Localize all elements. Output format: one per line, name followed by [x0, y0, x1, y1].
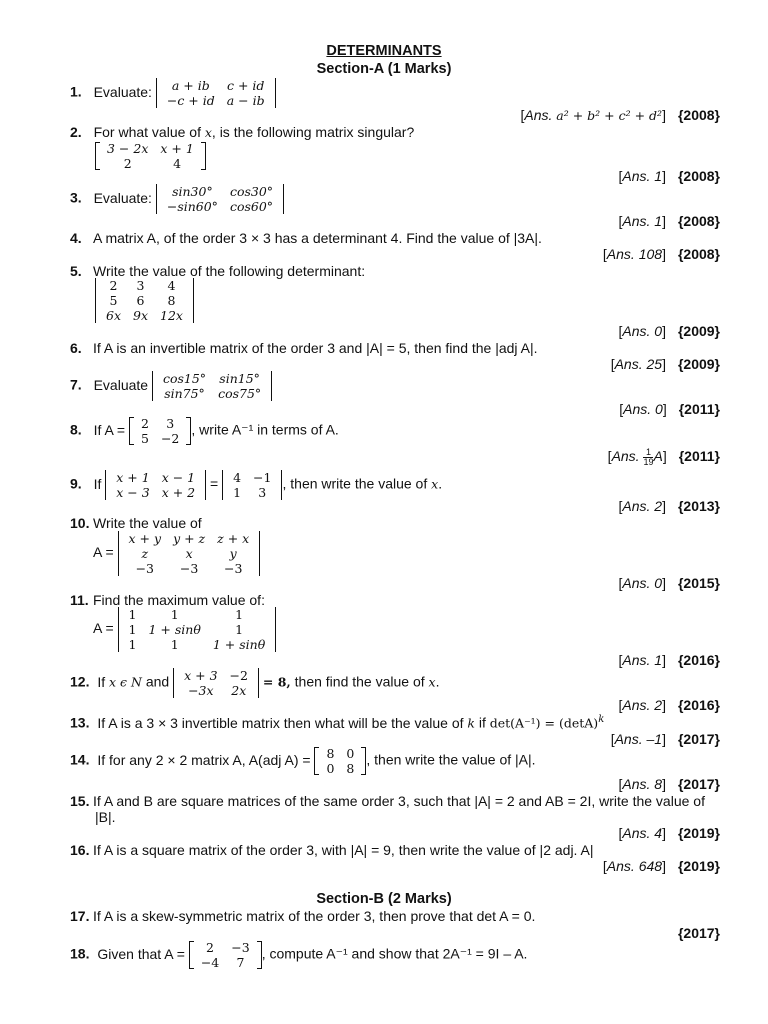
question-13: 13. If A is a 3 × 3 invertible matrix then what will be the value of k if $\det(A^{-1}) = (\det A)^k$ — [70, 714, 605, 731]
answer-12: [Ans. 2] {2016} — [618, 697, 720, 713]
question-9: 9. If x + 1 x − 1 x − 3 x + 2 = 4 −1 1 3 , then write the value of x. — [70, 470, 443, 500]
question-18: 18. Given that A = 2 −3 −4 7 , compute A⁻¹ and show that 2A⁻¹ = 9I – A. — [70, 940, 528, 970]
answer-14: [Ans. 8] {2017} — [618, 776, 720, 792]
document-title: DETERMINANTS — [326, 43, 442, 59]
matrix-cell: a + ib — [171, 78, 210, 93]
determinant — [156, 78, 276, 108]
question-15-text-cont: |B|. — [95, 809, 116, 825]
answer-2: [Ans. 1] {2008} — [618, 168, 720, 184]
matrix-q2: 3 − 2x x + 1 2 4 — [95, 141, 206, 171]
question-3: 3. Evaluate: sin30° cos30° −sin60° cos60° — [70, 184, 284, 214]
answer-10: [Ans. 0] {2015} — [618, 575, 720, 591]
question-text: Evaluate: — [93, 83, 152, 100]
question-6-number: 6. — [70, 340, 82, 356]
question-15-text: If A and B are square matrices of the same order 3, such that |A| = 2 and AB = 2I, write the value of — [93, 793, 705, 809]
question-number: 1. — [70, 83, 82, 100]
section-b-heading: Section-B (2 Marks) — [316, 891, 452, 907]
answer-1: [Ans. a² + b² + c² + d²] {2008} — [520, 107, 720, 123]
determinant-q10: A = x + y y + z z + x z x y −3 −3 −3 — [93, 531, 260, 576]
section-a-heading: Section-A (1 Marks) — [316, 61, 452, 77]
question-16-text: If A is a square matrix of the order 3, with |A| = 9, then write the value of |2 adj. A| — [93, 842, 594, 858]
question-11-text: Find the maximum value of: — [93, 592, 265, 608]
question-4-number: 4. — [70, 230, 82, 246]
matrix-cell: −c + id — [166, 93, 215, 108]
answer-11: [Ans. 1] {2016} — [618, 652, 720, 668]
question-2: 2. For what value of x, is the following matrix singular? — [70, 124, 415, 140]
answer-15: [Ans. 4] {2019} — [618, 825, 720, 841]
question-10-number: 10. — [70, 515, 90, 531]
matrix-cell: c + id — [226, 78, 265, 93]
question-14: 14. If for any 2 × 2 matrix A, A(adj A) = 8 0 0 8 , then write the value of |A|. — [70, 746, 536, 776]
determinant-q5: 2 3 4 5 6 8 6x 9x 12x — [95, 278, 194, 323]
question-17-number: 17. — [70, 908, 90, 924]
question-6-text: If A is an invertible matrix of the order 3 and |A| = 5, then find the |adj A|. — [93, 340, 538, 356]
answer-8: [Ans. $\frac{1}{19}$ A] {2011} — [607, 447, 720, 467]
determinant-q11: A = 1 1 1 1 1 + sinθ 1 1 1 1 + sinθ — [93, 607, 276, 652]
question-8: 8. If A = 2 3 5 −2 , write A⁻¹ in terms of A. — [70, 416, 339, 446]
question-12: 12. If x ϵ N and x + 3 −2 −3x 2x = 8, then find the value of x. — [70, 668, 440, 698]
question-16-number: 16. — [70, 842, 90, 858]
answer-7: [Ans. 0] {2011} — [619, 401, 720, 417]
answer-3: [Ans. 1] {2008} — [618, 213, 720, 229]
answer-4: [Ans. 108] {2008} — [602, 246, 720, 262]
answer-17: {2017} — [677, 925, 720, 941]
answer-16: [Ans. 648] {2019} — [602, 858, 720, 874]
answer-5: [Ans. 0] {2009} — [618, 323, 720, 339]
question-15-number: 15. — [70, 793, 90, 809]
question-10-text: Write the value of — [93, 515, 202, 531]
question-5-number: 5. — [70, 263, 82, 279]
question-7: 7. Evaluate cos15° sin15° sin75° cos75° — [70, 371, 272, 401]
question-11-number: 11. — [70, 592, 89, 608]
question-5-text: Write the value of the following determinant: — [93, 263, 366, 279]
answer-6: [Ans. 25] {2009} — [610, 356, 720, 372]
answer-9: [Ans. 2] {2013} — [618, 498, 720, 514]
question-4-text: A matrix A, of the order 3 × 3 has a determinant 4. Find the value of |3A|. — [93, 230, 542, 246]
matrix-cell: a − ib — [226, 93, 265, 108]
question-17-text: If A is a skew-symmetric matrix of the order 3, then prove that det A = 0. — [93, 908, 536, 924]
answer-13: [Ans. –1] {2017} — [610, 731, 720, 747]
question-1 — [70, 78, 276, 108]
